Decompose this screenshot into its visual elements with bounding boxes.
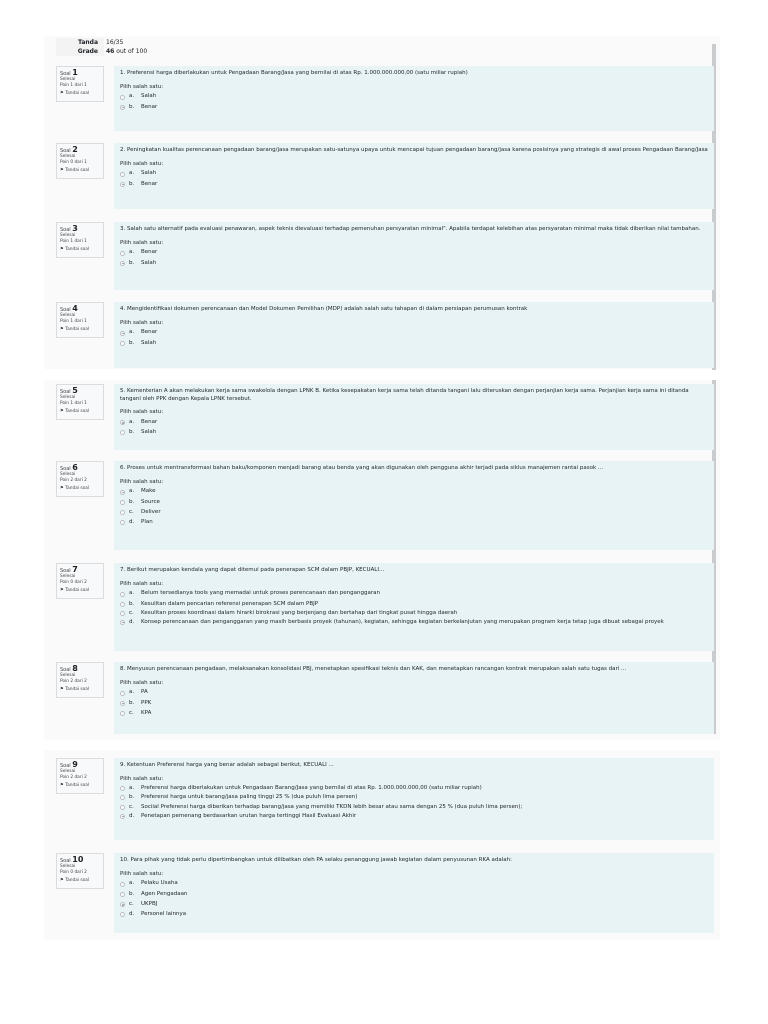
flag-question-link[interactable]: ⚑ Tandai soal: [60, 167, 90, 173]
radio-button[interactable]: [120, 420, 125, 425]
answer-option[interactable]: [120, 803, 708, 812]
option-letter: c.: [129, 900, 134, 907]
answer-options: [120, 487, 708, 528]
question-content: [114, 662, 714, 734]
option-letter: c.: [129, 610, 134, 617]
question-state: Selesai: [60, 313, 76, 319]
option-letter: a.: [129, 488, 135, 495]
option-letter: d.: [129, 910, 135, 917]
option-text: Salah: [141, 429, 157, 436]
question-state: Selesai: [60, 77, 76, 83]
answer-prompt: Pilih salah satu:: [120, 83, 164, 90]
radio-button[interactable]: [120, 882, 125, 887]
question-text: 9. Ketentuan Preferensi harga yang benar adalah sebagai berikut, KECUALI ...: [120, 762, 334, 768]
question-info: [56, 143, 104, 179]
question-state: Selesai: [60, 233, 76, 239]
option-letter: b.: [129, 498, 135, 505]
flag-question-link[interactable]: ⚑ Tandai soal: [60, 877, 90, 883]
summary-label: Tanda: [56, 38, 104, 47]
option-text: PPK: [141, 699, 152, 706]
option-text: Kesulitan dalam pencarian referensi penerapan SCM dalam PBJP: [141, 600, 319, 607]
flag-icon: ⚑: [60, 485, 64, 491]
radio-button[interactable]: [120, 701, 125, 706]
answer-option[interactable]: [120, 328, 708, 338]
answer-option[interactable]: [120, 793, 708, 803]
option-letter: a.: [129, 170, 135, 177]
grade-suffix: out of 100: [116, 48, 148, 55]
answer-option[interactable]: [120, 879, 708, 889]
option-text: Pelaku Usaha: [141, 880, 178, 887]
radio-button[interactable]: [120, 490, 125, 495]
option-letter: b.: [129, 180, 135, 187]
summary-row-marks: [56, 38, 147, 47]
question-info: [56, 66, 104, 102]
option-letter: a.: [129, 249, 135, 256]
answer-option[interactable]: [120, 899, 708, 909]
answer-options: [120, 92, 708, 112]
answer-options: [120, 328, 708, 348]
answer-prompt: Pilih salah satu:: [120, 160, 164, 167]
answer-option[interactable]: [120, 910, 708, 920]
question-number: Soal 3: [60, 224, 78, 233]
radio-button[interactable]: [120, 331, 125, 336]
radio-button[interactable]: [120, 510, 125, 515]
answer-option[interactable]: [120, 518, 708, 528]
option-text: Agen Pengadaan: [141, 890, 188, 897]
question-number: Soal 10: [60, 855, 84, 864]
answer-option[interactable]: [120, 248, 708, 258]
question-number: Soal 9: [60, 760, 78, 769]
radio-button[interactable]: [120, 261, 125, 266]
option-text: Preferensi harga diberlakukan untuk Pengadaan Barang/Jasa yang bernilai di atas Rp. 1.000.000.000,00 (satu miliar rupiah): [141, 785, 482, 791]
radio-button[interactable]: [120, 902, 125, 907]
option-letter: d.: [129, 518, 135, 525]
answer-prompt: Pilih salah satu:: [120, 870, 164, 877]
option-text: Salah: [141, 259, 157, 266]
question-content: [114, 302, 714, 368]
answer-options: [120, 248, 708, 268]
option-text: Salah: [141, 170, 157, 177]
option-text: Plan: [141, 518, 153, 525]
question-state: Selesai: [60, 673, 76, 679]
option-text: KPA: [141, 709, 152, 716]
question-text: 3. Salah satu alternatif pada evaluasi penawaran, aspek teknis dievaluasi terhadap pemenuhan persyaratan minimal". Apabila terdapat kelebihan atas persyaratan minimal maka tidak diberikan nilai tambahan.: [120, 226, 701, 232]
radio-button[interactable]: [120, 430, 125, 435]
flag-question-link[interactable]: ⚑ Tandai soal: [60, 326, 90, 332]
answer-option[interactable]: [120, 507, 708, 517]
radio-button[interactable]: [120, 592, 125, 597]
question-state: Selesai: [60, 769, 76, 775]
question-text: 1. Preferensi harga diberlakukan untuk Pengadaan Barang/Jasa yang bernilai di atas Rp. 1.000.000.000,00 (satu miliar rupiah): [120, 70, 468, 76]
option-text: Penetapan pemenang berdasarkan urutan harga tertinggi Hasil Evaluasi Akhir: [141, 812, 357, 819]
radio-button[interactable]: [120, 602, 125, 607]
option-text: Sociial Preferensi harga diberikan terhadap barang/jasa yang memiliki TKDN lebih besar atau sama dengan 25 % (dua puluh lima persen);: [141, 803, 523, 810]
question-text: 7. Berikut merupakan kendala yang dapat ditemui pada penerapan SCM dalam PBJP, KECUALI...: [120, 567, 385, 573]
option-text: Salah: [141, 339, 157, 346]
question-text: 10. Para pihak yang tidak perlu dipertimbangkan untuk dilibatkan oleh PA selaku penanggung jawab kegiatan dalam penyusunan RKA adalah:: [120, 857, 512, 863]
question-grade: Poin 2 dari 2: [60, 775, 87, 781]
radio-button[interactable]: [120, 172, 125, 177]
radio-button[interactable]: [120, 95, 125, 100]
option-letter: b.: [129, 699, 135, 706]
answer-option[interactable]: [120, 698, 708, 708]
answer-option[interactable]: [120, 418, 708, 428]
question-info: [56, 302, 104, 338]
option-text: Benar: [141, 418, 158, 425]
question-state: Selesai: [60, 395, 76, 401]
question-grade: Poin 1 dari 1: [60, 401, 87, 407]
flag-icon: ⚑: [60, 782, 64, 788]
answer-option[interactable]: [120, 784, 708, 793]
attempt-summary: [56, 38, 147, 56]
answer-prompt: Pilih salah satu:: [120, 409, 164, 415]
flag-question-link[interactable]: ⚑ Tandai soal: [60, 90, 90, 96]
radio-button[interactable]: [120, 892, 125, 897]
question-number: Soal 4: [60, 304, 78, 313]
answer-option[interactable]: [120, 179, 708, 189]
question-state: Selesai: [60, 154, 76, 160]
option-letter: c.: [129, 803, 134, 810]
option-text: Konsep perencanaan dan penganggaran yang masih berbasis proyek (tahunan), kegiatan, sehingga kegiatan berkelanjutan yang merupakan program kerja tetap juga dibuat sebagai proyek: [141, 618, 664, 625]
flag-question-link[interactable]: ⚑ Tandai soal: [60, 246, 90, 252]
option-text: Personel lainnya: [141, 910, 187, 917]
flag-question-link[interactable]: ⚑ Tandai soal: [60, 408, 90, 414]
question-info: [56, 662, 104, 698]
question-grade: Poin 1 dari 1: [60, 83, 87, 89]
question-content: [114, 853, 714, 933]
radio-button[interactable]: [120, 805, 125, 810]
question-content: [114, 66, 714, 131]
option-text: Kesulitan proses koordinasi dalam hirarki birokrasi yang berjenjang dan bertahap dari tingkat pusat hingga daerah: [141, 610, 458, 617]
option-letter: b.: [129, 890, 135, 897]
answer-option[interactable]: [120, 169, 708, 179]
question-content: [114, 143, 714, 209]
option-letter: d.: [129, 812, 135, 819]
answer-option[interactable]: [120, 889, 708, 899]
flag-icon: ⚑: [60, 246, 64, 252]
question-number: Soal 6: [60, 463, 78, 472]
option-letter: a.: [129, 329, 135, 336]
option-letter: b.: [129, 103, 135, 110]
answer-options: [120, 418, 708, 438]
flag-icon: ⚑: [60, 686, 64, 692]
question-info: [56, 222, 104, 258]
question-text: 5. Kementerian A akan melakukan kerja sama swakelola dengan LPNK B. Ketika kesepakatan kerja sama telah ditanda tangani lalu diteruskan dengan perjanjian kerja sama. Perjanjian kerja sama ini ditanda tangani oleh PPK dengan Kepala LPNK tersebut.: [120, 388, 689, 402]
radio-button[interactable]: [120, 814, 125, 819]
question-grade: Poin 0 dari 1: [60, 160, 87, 166]
option-letter: d.: [129, 618, 135, 625]
question-grade: Poin 1 dari 1: [60, 239, 87, 245]
question-text: 2. Peningkatan kualitas perencanaan pengadaan barang/jasa merupakan satu-satunya upaya untuk mencapai tujuan pengadaan barang/jasa karena posisinya yang strategis di awal proses Pengadaan Barang/Jasa: [120, 147, 708, 153]
question-text: 6. Proses untuk mentransformasi bahan baku/komponen menjadi barang atau benda yang akan digunakan oleh pengguna akhir terjadi pada siklus manajemen rantai pasok ...: [120, 465, 604, 471]
option-letter: c.: [129, 508, 134, 515]
summary-label: Grade: [56, 47, 104, 56]
answer-options: [120, 784, 708, 821]
question-number: Soal 8: [60, 664, 78, 673]
answer-option[interactable]: [120, 258, 708, 268]
radio-button[interactable]: [120, 691, 125, 696]
option-letter: b.: [129, 793, 135, 800]
option-text: Preferensi harga untuk barang/jasa paling tinggi 25 % (dua puluh lima persen): [141, 793, 358, 800]
question-state: Selesai: [60, 472, 76, 478]
question-text: 4. Mengidentifikasi dokumen perencanaan dan Model Dokumen Pemilihan (MDP) adalah salah satu tahapan di dalam persiapan perumusan kontrak: [120, 306, 528, 312]
option-text: Make: [141, 488, 156, 495]
summary-value: [104, 47, 147, 56]
flag-icon: ⚑: [60, 877, 64, 883]
answer-option[interactable]: [120, 487, 708, 497]
option-text: Benar: [141, 249, 158, 256]
flag-icon: ⚑: [60, 408, 64, 414]
question-info: [56, 384, 104, 420]
radio-button[interactable]: [120, 182, 125, 187]
answer-option[interactable]: [120, 428, 708, 438]
grade-value: 46: [106, 48, 115, 55]
flag-question-link[interactable]: ⚑ Tandai soal: [60, 587, 90, 593]
radio-button[interactable]: [120, 620, 125, 625]
question-number: Soal 7: [60, 565, 78, 574]
radio-button[interactable]: [120, 105, 125, 110]
option-text: Benar: [141, 103, 158, 110]
answer-prompt: Pilih salah satu:: [120, 478, 164, 485]
question-number: Soal 1: [60, 68, 78, 77]
answer-prompt: Pilih salah satu:: [120, 580, 164, 587]
question-grade: Poin 2 dari 2: [60, 478, 87, 484]
question-content: [114, 563, 714, 651]
question-content: [114, 461, 714, 550]
option-text: UKPBJ: [141, 900, 158, 907]
radio-button[interactable]: [120, 500, 125, 505]
flag-icon: ⚑: [60, 167, 64, 173]
radio-button[interactable]: [120, 711, 125, 716]
question-state: Selesai: [60, 574, 76, 580]
question-info: [56, 563, 104, 599]
question-state: Selesai: [60, 864, 76, 870]
option-text: PA: [141, 689, 148, 696]
answer-option[interactable]: [120, 497, 708, 507]
flag-question-link[interactable]: ⚑ Tandai soal: [60, 485, 90, 491]
option-letter: b.: [129, 259, 135, 266]
radio-button[interactable]: [120, 795, 125, 800]
flag-question-link[interactable]: ⚑ Tandai soal: [60, 782, 90, 788]
flag-icon: ⚑: [60, 90, 64, 96]
question-content: [114, 222, 714, 290]
answer-option[interactable]: [120, 688, 708, 698]
option-letter: a.: [129, 785, 135, 791]
option-letter: a.: [129, 880, 135, 887]
question-content: [114, 758, 714, 840]
option-letter: b.: [129, 600, 135, 607]
answer-option[interactable]: [120, 92, 708, 102]
answer-option[interactable]: [120, 618, 708, 627]
radio-button[interactable]: [120, 912, 125, 917]
question-text: 8. Menyusun perencanaan pengadaan, melaksanakan konsolidasi PBJ, menetapkan spesifikasi teknis dan KAK, dan menetapkan rancangan kontrak merupakan salah satu tugas dari ...: [120, 666, 627, 672]
question-number: Soal 5: [60, 386, 78, 395]
radio-button[interactable]: [120, 611, 125, 616]
answer-option[interactable]: [120, 599, 708, 609]
flag-question-link[interactable]: ⚑ Tandai soal: [60, 686, 90, 692]
option-text: Benar: [141, 180, 158, 187]
answer-options: [120, 688, 708, 719]
answer-option[interactable]: [120, 338, 708, 348]
question-grade: Poin 0 dari 2: [60, 870, 87, 876]
option-letter: a.: [129, 93, 135, 100]
answer-options: [120, 879, 708, 920]
flag-icon: ⚑: [60, 587, 64, 593]
question-grade: Poin 0 dari 2: [60, 580, 87, 586]
summary-row-grade: [56, 47, 147, 56]
question-info: [56, 853, 104, 889]
option-letter: c.: [129, 709, 134, 716]
option-text: Salah: [141, 93, 157, 100]
answer-options: [120, 169, 708, 189]
radio-button[interactable]: [120, 251, 125, 256]
option-text: Benar: [141, 329, 158, 336]
question-content: [114, 384, 714, 450]
option-letter: b.: [129, 429, 135, 436]
answer-option[interactable]: [120, 102, 708, 112]
radio-button[interactable]: [120, 341, 125, 346]
answer-options: [120, 589, 708, 626]
answer-option[interactable]: [120, 609, 708, 618]
option-text: Deliver: [141, 508, 161, 515]
option-letter: b.: [129, 339, 135, 346]
question-grade: Poin 2 dari 2: [60, 679, 87, 685]
summary-value: 16/35: [106, 39, 124, 46]
question-info: [56, 461, 104, 497]
option-letter: a.: [129, 590, 135, 597]
answer-prompt: Pilih salah satu:: [120, 679, 164, 686]
answer-option[interactable]: [120, 811, 708, 821]
radio-button[interactable]: [120, 786, 125, 791]
question-info: [56, 758, 104, 794]
answer-option[interactable]: [120, 708, 708, 718]
answer-prompt: Pilih salah satu:: [120, 319, 164, 326]
question-number: Soal 2: [60, 145, 78, 154]
option-text: Belum tersedianya tools yang memadai untuk proses perencanaan dan penganggaran: [141, 590, 380, 597]
radio-button[interactable]: [120, 520, 125, 525]
answer-option[interactable]: [120, 589, 708, 599]
answer-prompt: Pilih salah satu:: [120, 775, 164, 782]
option-letter: a.: [129, 689, 135, 696]
option-letter: a.: [129, 418, 135, 425]
flag-icon: ⚑: [60, 326, 64, 332]
option-text: Source: [141, 498, 160, 505]
question-grade: Poin 1 dari 1: [60, 319, 87, 325]
answer-prompt: Pilih salah satu:: [120, 239, 164, 246]
